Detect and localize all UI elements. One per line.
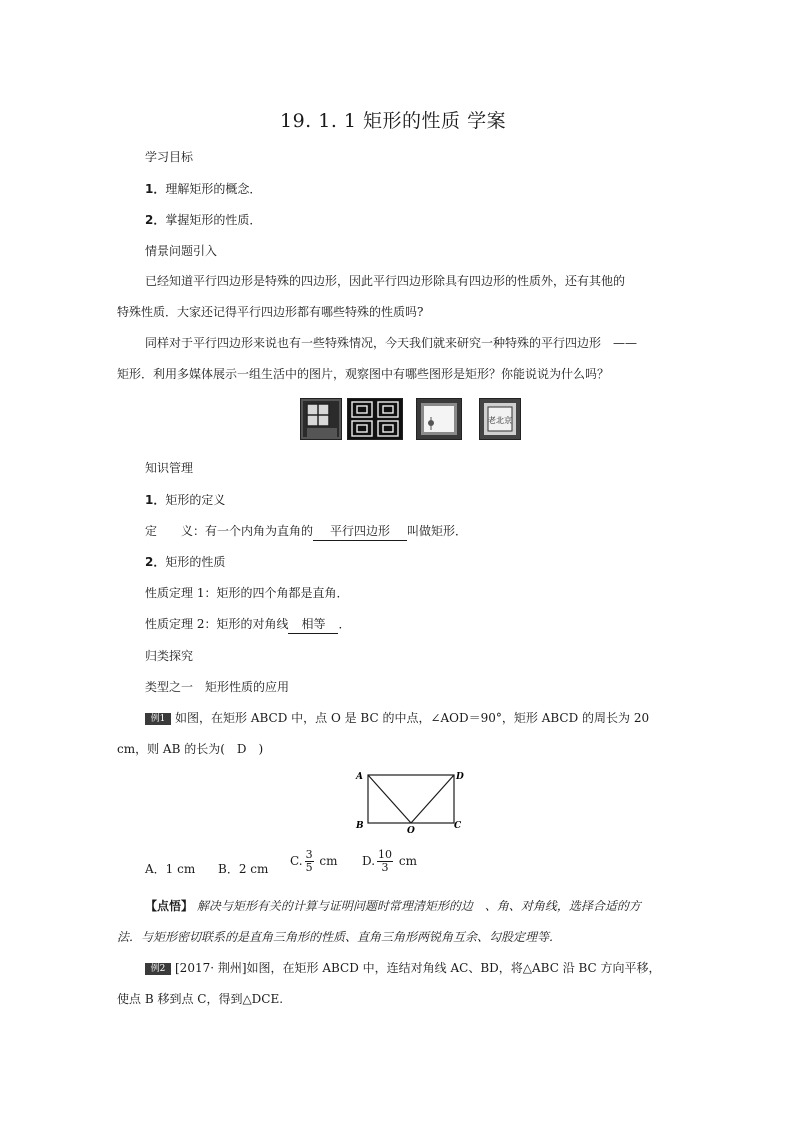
example-1-text1: 如图，在矩形 ABCD 中，点 O 是 BC 的中点，∠AOD＝90°，矩形 ABCD 的周长为 20 (175, 711, 650, 725)
example-1-line2: cm，则 AB 的长为( D ) (117, 742, 264, 756)
option-d-unit: cm (398, 854, 417, 868)
example-2-tag: 例2 (145, 963, 171, 975)
option-c-denominator: 5 (305, 861, 313, 874)
segment-ao (368, 775, 411, 823)
k2-title-line (145, 553, 225, 570)
intro-heading: 情景问题引入 (145, 244, 218, 258)
lattice-window-photo (347, 398, 403, 440)
intro-p1-line1: 已经知道平行四边形是特殊的四边形，因此平行四边形除具有四边形的性质外，还有其他的 (145, 274, 626, 288)
k1-title: 矩形的定义 (165, 493, 226, 507)
tip-line1 (145, 897, 641, 914)
option-d-numerator: 10 (378, 848, 393, 861)
page-title: 19. 1. 1 矩形的性质 学案 (280, 110, 507, 132)
theorem-1: 性质定理 1：矩形的四个角都是直角． (145, 586, 349, 600)
rectangle-abcd (368, 775, 454, 823)
tip-line2: 法．与矩形密切联系的是直角三角形的性质、直角三角形两锐角互余、勾股定理等． (117, 930, 562, 944)
picture-frame-photo (416, 398, 462, 440)
example-2-text1: [2017· 荆州]如图，在矩形 ABCD 中，连结对角线 AC、BD，将△ABC 沿 BC 方向平移， (175, 961, 661, 975)
goal-1 (145, 180, 261, 197)
knowledge-heading: 知识管理 (145, 461, 194, 475)
k1-def-blank: 平行四边形 (313, 522, 407, 541)
k1-num: 1． (145, 493, 166, 507)
rectangle-figure (350, 768, 465, 834)
door-photo (300, 398, 342, 440)
k1-title-line (145, 491, 225, 508)
type-1-heading: 类型之一 矩形性质的应用 (145, 680, 290, 694)
goal-2-text: 掌握矩形的性质． (165, 213, 262, 227)
segment-do (411, 775, 454, 823)
option-d-denominator: 3 (381, 861, 389, 874)
option-c (290, 849, 338, 874)
tip-label: 【点悟】 (145, 899, 194, 913)
option-b: B．2 cm (218, 862, 269, 876)
calligraphy-frame-photo (479, 398, 521, 440)
option-d-fraction (377, 849, 393, 874)
k1-def-text-b: 叫做矩形． (407, 524, 468, 538)
option-d-prefix: D. (362, 854, 376, 868)
label-d: D (456, 772, 464, 782)
label-c: C (454, 821, 462, 831)
intro-p2-line2: 矩形．利用多媒体展示一组生活中的图片，观察图中有哪些图形是矩形？你能说说为什么吗？ (117, 367, 610, 381)
k1-def-text-a: 定 义：有一个内角为直角的 (145, 524, 314, 538)
k2-title: 矩形的性质 (165, 555, 226, 569)
tip-text1: 解决与矩形有关的计算与证明问题时常理清矩形的边 、角、对角线，选择合适的方 (196, 899, 641, 913)
example-1-line1 (145, 709, 649, 726)
k1-definition (145, 522, 467, 541)
thm2-text-b: ． (338, 617, 351, 631)
theorem-2 (145, 615, 350, 634)
option-c-fraction (305, 849, 314, 874)
example-2-line1 (145, 959, 661, 976)
explore-heading: 归类探究 (145, 649, 194, 663)
goals-heading: 学习目标 (145, 150, 194, 164)
intro-p2-line1: 同样对于平行四边形来说也有一些特殊情况，今天我们就来研究一种特殊的平行四边形 —— (145, 336, 638, 350)
goal-1-num: 1． (145, 182, 166, 196)
goal-2-num: 2． (145, 213, 166, 227)
option-d (362, 849, 417, 874)
svg-text:老北京: 老北京 (488, 416, 512, 425)
option-c-prefix: C. (290, 854, 303, 868)
goal-1-text: 理解矩形的概念． (165, 182, 262, 196)
example-2-line2: 使点 B 移到点 C，得到△DCE. (117, 992, 284, 1006)
option-a: A．1 cm (145, 862, 196, 876)
label-a: A (356, 772, 363, 782)
k2-num: 2． (145, 555, 166, 569)
thm2-text-a: 性质定理 2：矩形的对角线 (145, 617, 289, 631)
goal-2 (145, 211, 261, 228)
option-c-unit: cm (319, 854, 338, 868)
option-c-numerator: 3 (305, 848, 313, 861)
label-b: B (356, 821, 364, 831)
thm2-blank: 相等 (288, 615, 338, 634)
label-o: O (407, 826, 415, 834)
example-1-tag: 例1 (145, 713, 171, 725)
intro-p1-line2: 特殊性质．大家还记得平行四边形都有哪些特殊的性质吗? (117, 305, 424, 319)
